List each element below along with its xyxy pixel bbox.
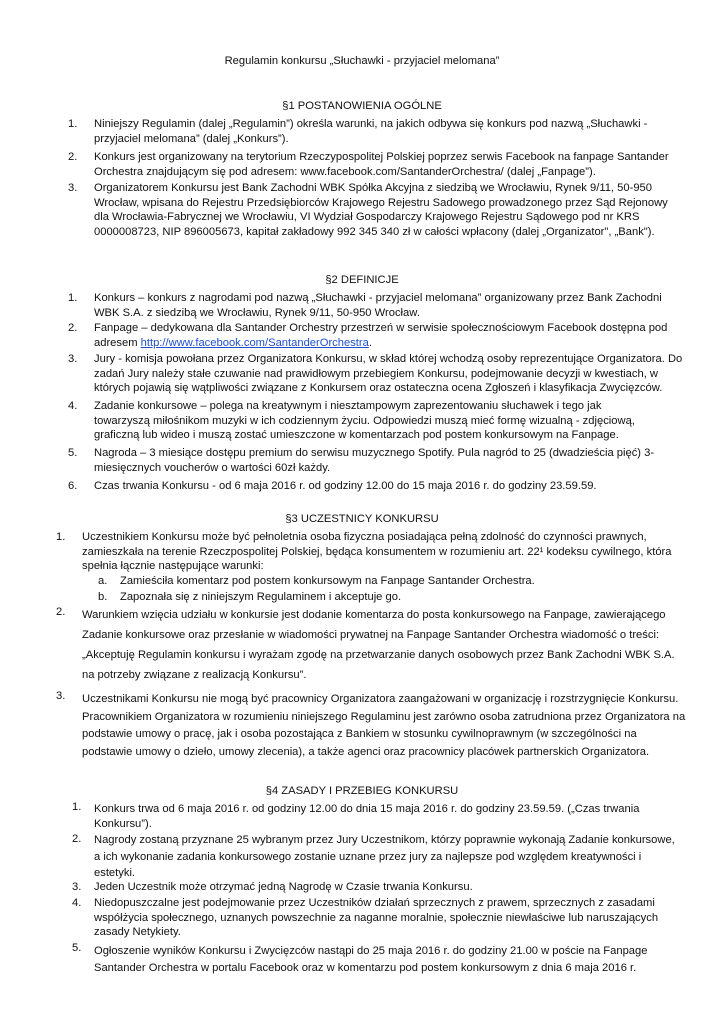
item-line: Zadanie konkursowe – polega na kreatywnym i niesztampowym zaprezentowaniu słuchawek i tego jak [94, 400, 602, 412]
item-line: Warunkiem wzięcia udziału w konkursie jest dodanie komentarza do posta konkursowego na Fanpage, zawierającego [82, 609, 666, 621]
item-number: 5. [72, 942, 82, 954]
item-line: współżycia społecznego, uznanych powszechnie za naganne moralnie, społecznie niewłaściwe lub naruszających [94, 911, 659, 924]
item-line: Wrocław, wpisana do Rejestru Przedsiębiorców Krajowego Rejestru Sadowego prowadzonego przez Sąd Rejonowy [94, 196, 668, 209]
item-number: 3. [56, 690, 66, 702]
item-line: Niedopuszczalne jest podejmowanie przez Uczestników działań sprzecznych z prawem, sprzecznych z zasadami [94, 897, 655, 909]
item-line: miesięcznych voucherów o wartości 60zł każdy. [94, 461, 331, 474]
item-number: 2. [68, 322, 78, 334]
section-3-heading: §3 UCZESTNICY KONKURSU [285, 513, 439, 525]
item-line: Jury - komisja powołana przez Organizatora Konkursu, w skład której wchodzą osoby reprezentujące Organizatora. Do [94, 353, 683, 365]
item-line: 0000008723, NIP 896005673, kapitał zakładowy 992 345 340 zł w całości wpłacony (dalej „Organizator", „Bank"). [94, 226, 655, 239]
item-line: Ogłoszenie wyników Konkursu i Zwycięzców nastąpi do 25 maja 2016 r. do godziny 21.00 w poście na Fanpage [94, 945, 648, 957]
item-number: 1. [68, 118, 78, 130]
item-line: zamieszkała na terenie Rzeczpospolitej Polskiej, będąca konsumentem w rozumieniu art. 22¹ kodeksu cywilnego, która [82, 545, 672, 558]
list-item [82, 691, 702, 761]
item-number: 3. [68, 353, 78, 365]
list-item [94, 943, 686, 976]
sub-item: Zapoznała się z niniejszym Regulaminem i akceptuje go. [120, 591, 402, 603]
list-item [82, 530, 702, 574]
item-line: Santander Orchestra w portalu Facebook oraz w komentarzu pod postem konkursowym z dnia 6 maja 2016 r. [94, 961, 637, 974]
sub-item-letter: b. [98, 591, 108, 603]
item-line: Uczestnikami Konkursu nie mogą być pracownicy Organizatora zaangażowani w organizację i rozstrzygnięcie Konkursu. [82, 693, 679, 705]
sub-item: Zamieściła komentarz pod postem konkursowym na Fanpage Santander Orchestra. [120, 575, 535, 587]
item-line: zasady Netykiety. [94, 926, 181, 939]
item-number: 1. [68, 292, 78, 304]
list-item [82, 605, 702, 685]
item-line [94, 336, 686, 351]
item-line: zadań Jury należy stałe czuwanie nad prawidłowym przebiegiem Konkursu, podejmowanie decyzji w kwestiach, w [94, 367, 658, 380]
facebook-link[interactable]: http://www.facebook.com/SantanderOrchestra [140, 336, 369, 349]
item-line: estetyki. [94, 867, 136, 879]
item-line: a ich wykonanie zadania konkursowego zostanie uznane przez jury za najlepsze pod względem kreatywności i [94, 850, 642, 863]
item-line: podstawie umowy o pracę, jak i osoba pozostająca z Bankiem w stosunku cywilnoprawnym (w szczególności na [82, 728, 637, 740]
item-line: Uczestnikiem Konkursu może być pełnoletnia osoba fizyczna posiadająca pełną zdolność do czynności prawnych, [82, 531, 647, 543]
item-number: 3. [68, 182, 78, 194]
document-title: Regulamin konkursu „Słuchawki - przyjaciel melomana” [224, 55, 500, 67]
list-item [94, 880, 686, 895]
item-number: 5. [68, 447, 78, 459]
item-line: Zadanie konkursowe oraz przesłanie w wiadomości prywatnej na Fanpage Santander Orchestra wiadomość o treści: [82, 629, 660, 641]
link-suffix: . [368, 336, 372, 349]
item-line: Konkurs trwa od 6 maja 2016 r. od godziny 12.00 do dnia 15 maja 2016 r. do godziny 23.59.59. („Czas trwania [94, 803, 640, 815]
sub-item-letter: a. [98, 575, 108, 587]
item-number: 2. [72, 833, 82, 845]
item-line: Nagrody zostaną przyznane 25 wybranym przez Jury Uczestnikom, którzy poprawnie wykonają Zadanie konkursowe, [94, 834, 675, 846]
list-item [94, 446, 686, 475]
item-number: 2. [68, 151, 78, 163]
section-4-heading: §4 ZASADY I PRZEBIEG KONKURSU [265, 785, 459, 797]
list-item [94, 291, 686, 320]
item-line: Konkurs – konkurs z nagrodami pod nazwą „Słuchawki - przyjaciel melomana” organizowany przez Bank Zachodni [94, 292, 662, 304]
link-prefix: adresem [94, 336, 141, 349]
item-line: Organizatorem Konkursu jest Bank Zachodni WBK Spółka Akcyjna z siedzibą we Wrocławiu, Rynek 9/11, 50-950 [94, 182, 652, 194]
list-item [94, 181, 686, 240]
section-2-heading: §2 DEFINICJE [325, 274, 399, 286]
item-line: Nagroda – 3 miesiące dostępu premium do serwisu muzycznego Spotify. Pula nagród to 25 (dwadzieścia pięć) 3- [94, 447, 655, 459]
list-item [94, 399, 686, 443]
item-number: 1. [72, 801, 82, 813]
item-number: 3. [72, 881, 82, 893]
item-number: 4. [72, 897, 82, 909]
item-number: 4. [68, 400, 78, 412]
list-item [94, 321, 686, 350]
item-line: Czas trwania Konkursu - od 6 maja 2016 r. od godziny 12.00 do 15 maja 2016 r. do godziny 23.59.59. [94, 480, 597, 492]
item-line: towarzyszą miłośnikom muzyki w ich codziennym życiu. Odpowiedzi muszą mieć formę wizualną - zdjęciową, [94, 414, 635, 427]
item-line: spełnia łącznie następujące warunki: [82, 560, 264, 573]
list-item [94, 896, 686, 940]
list-item [94, 117, 686, 146]
list-item [94, 479, 686, 494]
item-line: Jeden Uczestnik może otrzymać jedną Nagrodę w Czasie trwania Konkursu. [94, 881, 473, 893]
list-item [94, 802, 686, 831]
item-line: Konkurs jest organizowany na terytorium Rzeczypospolitej Polskiej poprzez serwis Facebook na fanpage Santander [94, 151, 669, 163]
section-1-heading: §1 POSTANOWIENIA OGÓLNE [282, 100, 442, 112]
item-line: WBK S.A. z siedzibą we Wrocławiu, Rynek 9/11, 50-950 Wrocław. [94, 306, 420, 319]
item-line: na potrzeby związane z realizacją Konkursu”. [82, 669, 307, 681]
item-line: Pracownikiem Organizatora w rozumieniu niniejszego Regulaminu jest zarówno osoba zatrudniona przez Organizatora na [82, 710, 686, 723]
list-item [94, 352, 686, 396]
list-item [94, 150, 686, 179]
item-line: dla Wrocławia-Fabrycznej we Wrocławiu, VI Wydział Gospodarczy Krajowego Rejestru Sądowego pod nr KRS [94, 211, 640, 224]
list-item [94, 832, 686, 882]
item-line: „Akceptuję Regulamin konkursu i wyrażam zgodę na przetwarzanie danych osobowych przez Bank Zachodni WBK S.A. [82, 649, 675, 661]
item-line: Konkursu”). [94, 817, 152, 830]
item-line: podstawie umowy o dzieło, umowy zlecenia), a także agenci oraz pracownicy placówek partnerskich Organizatora. [82, 745, 650, 758]
item-number: 6. [68, 480, 78, 492]
item-line: graficzną lub wideo i muszą zostać umieszczone w komentarzach pod postem konkursowym na Fanpage. [94, 429, 619, 442]
item-line: Fanpage – dedykowana dla Santander Orchestry przestrzeń w serwisie społecznościowym Facebook dostępna pod [94, 322, 668, 334]
item-number: 2. [56, 606, 66, 618]
item-line: Niniejszy Regulamin (dalej „Regulamin”) określa warunki, na jakich odbywa się konkurs pod nazwą „Słuchawki - [94, 118, 648, 130]
item-line: przyjaciel melomana” (dalej „Konkurs”). [94, 132, 289, 145]
item-number: 1. [56, 531, 66, 543]
item-line: Orchestra znajdującym się pod adresem: www.facebook.com/SantanderOrchestra/ (dalej „Fanpage”). [94, 165, 596, 178]
item-line: których pojawią się wątpliwości związane z Konkursem oraz ostateczna ocena Zgłoszeń i klasyfikacja Zwycięzców. [94, 382, 663, 395]
